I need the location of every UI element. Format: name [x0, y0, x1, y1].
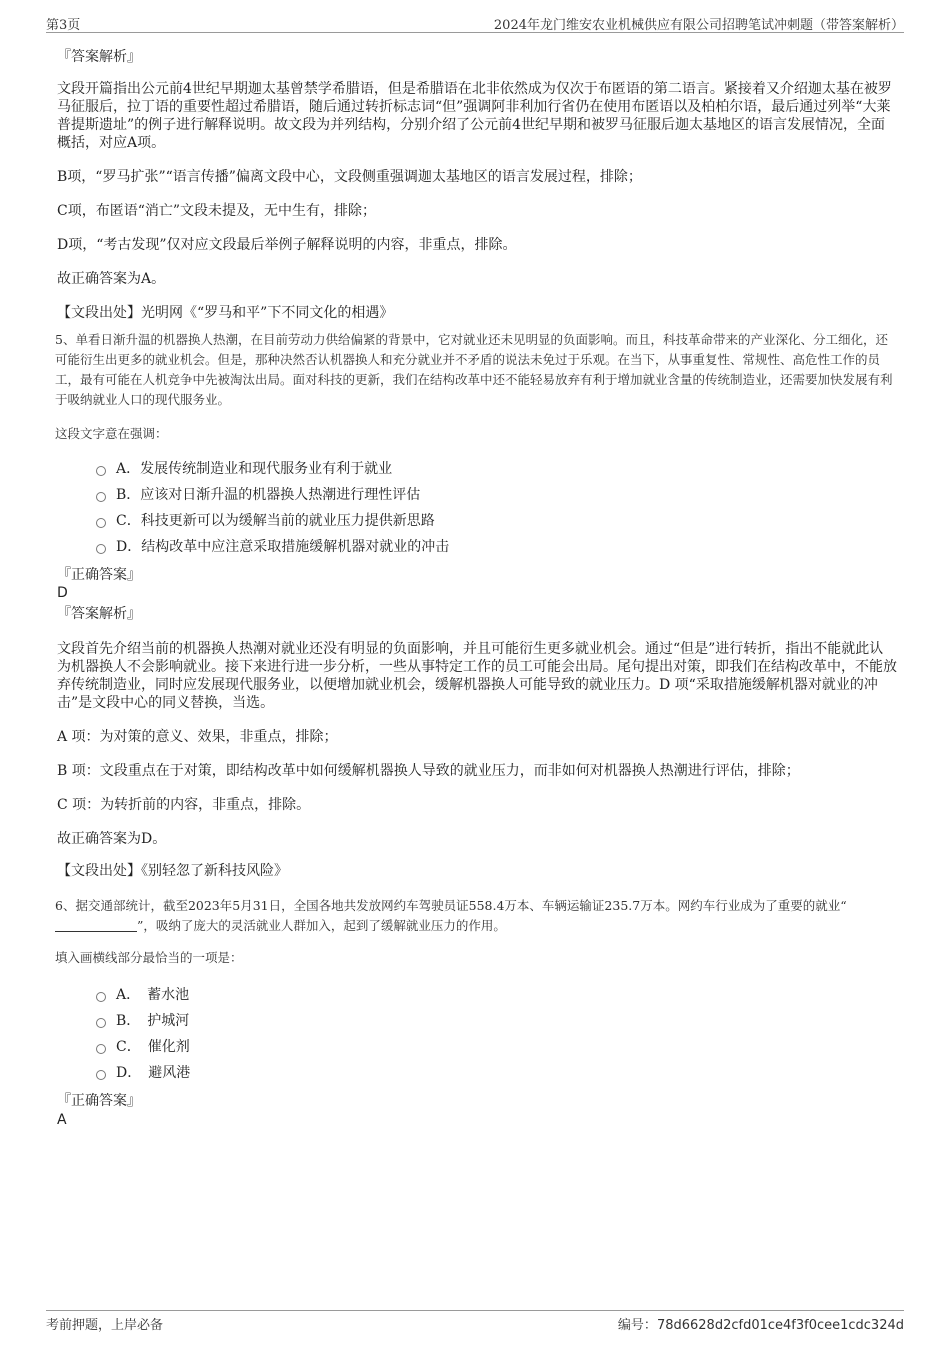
radio-icon[interactable] [96, 1018, 106, 1028]
q5-option-c-analysis: C 项：为转折前的内容，非重点，排除。 [57, 797, 311, 813]
q5-source: 【文段出处】《别轻忽了新科技风险》 [57, 863, 288, 879]
page-header [46, 12, 904, 33]
q5-option-a-analysis: A 项：为对策的意义、效果，非重点，排除； [57, 729, 338, 745]
q5-option-c[interactable] [96, 512, 435, 530]
q5-analysis-text: 文段首先介绍当前的机器换人热潮对就业还没有明显的负面影响，并且可能衍生更多就业机会。通过“但是”进行转折，指出不能就此认为机器换人不会影响就业。接下来进行进一步分析，一些从事特定工作的员工可能会出局。尾句提出对策，即我们在结构改革中，不能放弃传统制造业，同时应发展现代服务业，以便增加就业机会，缓解机器换人可能导致的就业压力。D 项“采取措施缓解机器对就业的冲击”是文段中心的同义替换，当选。 [57, 641, 897, 711]
q6-prompt: 填入画横线部分最恰当的一项是： [55, 950, 243, 965]
q4-analysis-label: 『答案解析』 [57, 49, 141, 65]
q6-stem-part2: ”，吸纳了庞大的灵活就业人群加入，起到了缓解就业压力的作用。 [137, 918, 506, 933]
page-number: 第3页 [46, 18, 81, 33]
radio-icon[interactable] [96, 1070, 106, 1080]
q5-option-a-label: A．发展传统制造业和现代服务业有利于就业 [116, 461, 393, 477]
q6-stem [55, 896, 897, 936]
q5-analysis-label: 『答案解析』 [57, 606, 141, 622]
footer-slogan: 考前押题，上岸必备 [46, 1318, 164, 1333]
q4-option-c-analysis: C项，布匿语“消亡”文段未提及，无中生有，排除； [57, 203, 377, 219]
q5-option-c-label: C．科技更新可以为缓解当前的就业压力提供新思路 [116, 513, 435, 529]
q4-option-d-analysis: D项，“考古发现”仅对应文段最后举例子解释说明的内容，非重点，排除。 [57, 237, 517, 253]
q5-option-a[interactable] [96, 460, 392, 478]
q5-conclusion: 故正确答案为D。 [57, 831, 167, 847]
q5-option-b-label: B．应该对日渐升温的机器换人热潮进行理性评估 [116, 487, 421, 503]
radio-icon[interactable] [96, 492, 106, 502]
q5-correct-label: 『正确答案』 [57, 567, 141, 583]
document-id-label: 编号： [617, 1318, 657, 1333]
q6-option-d[interactable] [96, 1064, 190, 1082]
q6-option-a[interactable] [96, 986, 189, 1004]
q6-correct-label: 『正确答案』 [57, 1093, 141, 1109]
radio-icon[interactable] [96, 992, 106, 1002]
q4-option-b-analysis: B项，“罗马扩张”“语言传播”偏离文段中心，文段侧重强调迦太基地区的语言发展过程，排除； [57, 169, 642, 185]
document-title: 2024年龙门维安农业机械供应有限公司招聘笔试冲刺题（带答案解析） [493, 18, 904, 33]
q6-stem-part1: 6、据交通部统计，截至2023年5月31日，全国各地共发放网约车驾驶员证558.4万本、车辆运输证235.7万本。网约车行业成为了重要的就业“ [55, 898, 847, 913]
q6-option-c[interactable] [96, 1038, 190, 1056]
q4-source: 【文段出处】光明网《“罗马和平”下不同文化的相遇》 [57, 305, 394, 321]
radio-icon[interactable] [96, 466, 106, 476]
q5-prompt: 这段文字意在强调： [55, 426, 168, 441]
document-id [618, 1314, 904, 1333]
q6-option-a-label: A． 蓄水池 [116, 987, 190, 1003]
q5-correct-answer: D [57, 585, 68, 601]
q5-option-b[interactable] [96, 486, 420, 504]
document-id-value: 78d6628d2cfd01ce4f3f0cee1cdc324d [656, 1318, 904, 1333]
q6-option-c-label: C． 催化剂 [116, 1039, 190, 1055]
q4-analysis-text: 文段开篇指出公元前4世纪早期迦太基曾禁学希腊语，但是希腊语在北非依然成为仅次于布匿语的第二语言。紧接着又介绍迦太基在被罗马征服后，拉丁语的重要性超过希腊语，随后通过转折标志词“但”强调阿非利加行省仍在使用布匿语以及柏柏尔语，最后通过列举“大莱普提斯遗址”的例子进行解释说明。故文段为并列结构，分别介绍了公元前4世纪早期和被罗马征服后迦太基地区的语言发展情况，全面概括，对应A项。 [57, 81, 892, 151]
q6-option-b-label: B． 护城河 [116, 1013, 190, 1029]
q6-option-d-label: D． 避风港 [116, 1065, 191, 1081]
radio-icon[interactable] [96, 544, 106, 554]
q4-conclusion: 故正确答案为A。 [57, 271, 166, 287]
q6-option-b[interactable] [96, 1012, 189, 1030]
radio-icon[interactable] [96, 518, 106, 528]
page-footer [46, 1310, 904, 1335]
q5-stem: 5、单看日渐升温的机器换人热潮，在目前劳动力供给偏紧的背景中，它对就业还未见明显的负面影响。而且，科技革命带来的产业深化、分工细化，还可能衍生出更多的就业机会。但是，那种决然否认机器换人和充分就业并不矛盾的说法未免过于乐观。在当下，从事重复性、常规性、高危性工作的员工，最有可能在人机竞争中先被淘汰出局。面对科技的更新，我们在结构改革中还不能轻易放弃有利于增加就业含量的传统制造业，还需要加快发展有利于吸纳就业人口的现代服务业。 [55, 332, 893, 407]
q5-option-b-analysis: B 项：文段重点在于对策，即结构改革中如何缓解机器换人导致的就业压力，而非如何对机器换人热潮进行评估，排除； [57, 763, 800, 779]
radio-icon[interactable] [96, 1044, 106, 1054]
q6-blank [55, 917, 137, 932]
q5-option-d[interactable] [96, 538, 449, 556]
q6-correct-answer: A [57, 1112, 67, 1128]
q5-option-d-label: D．结构改革中应注意采取措施缓解机器对就业的冲击 [116, 539, 450, 555]
